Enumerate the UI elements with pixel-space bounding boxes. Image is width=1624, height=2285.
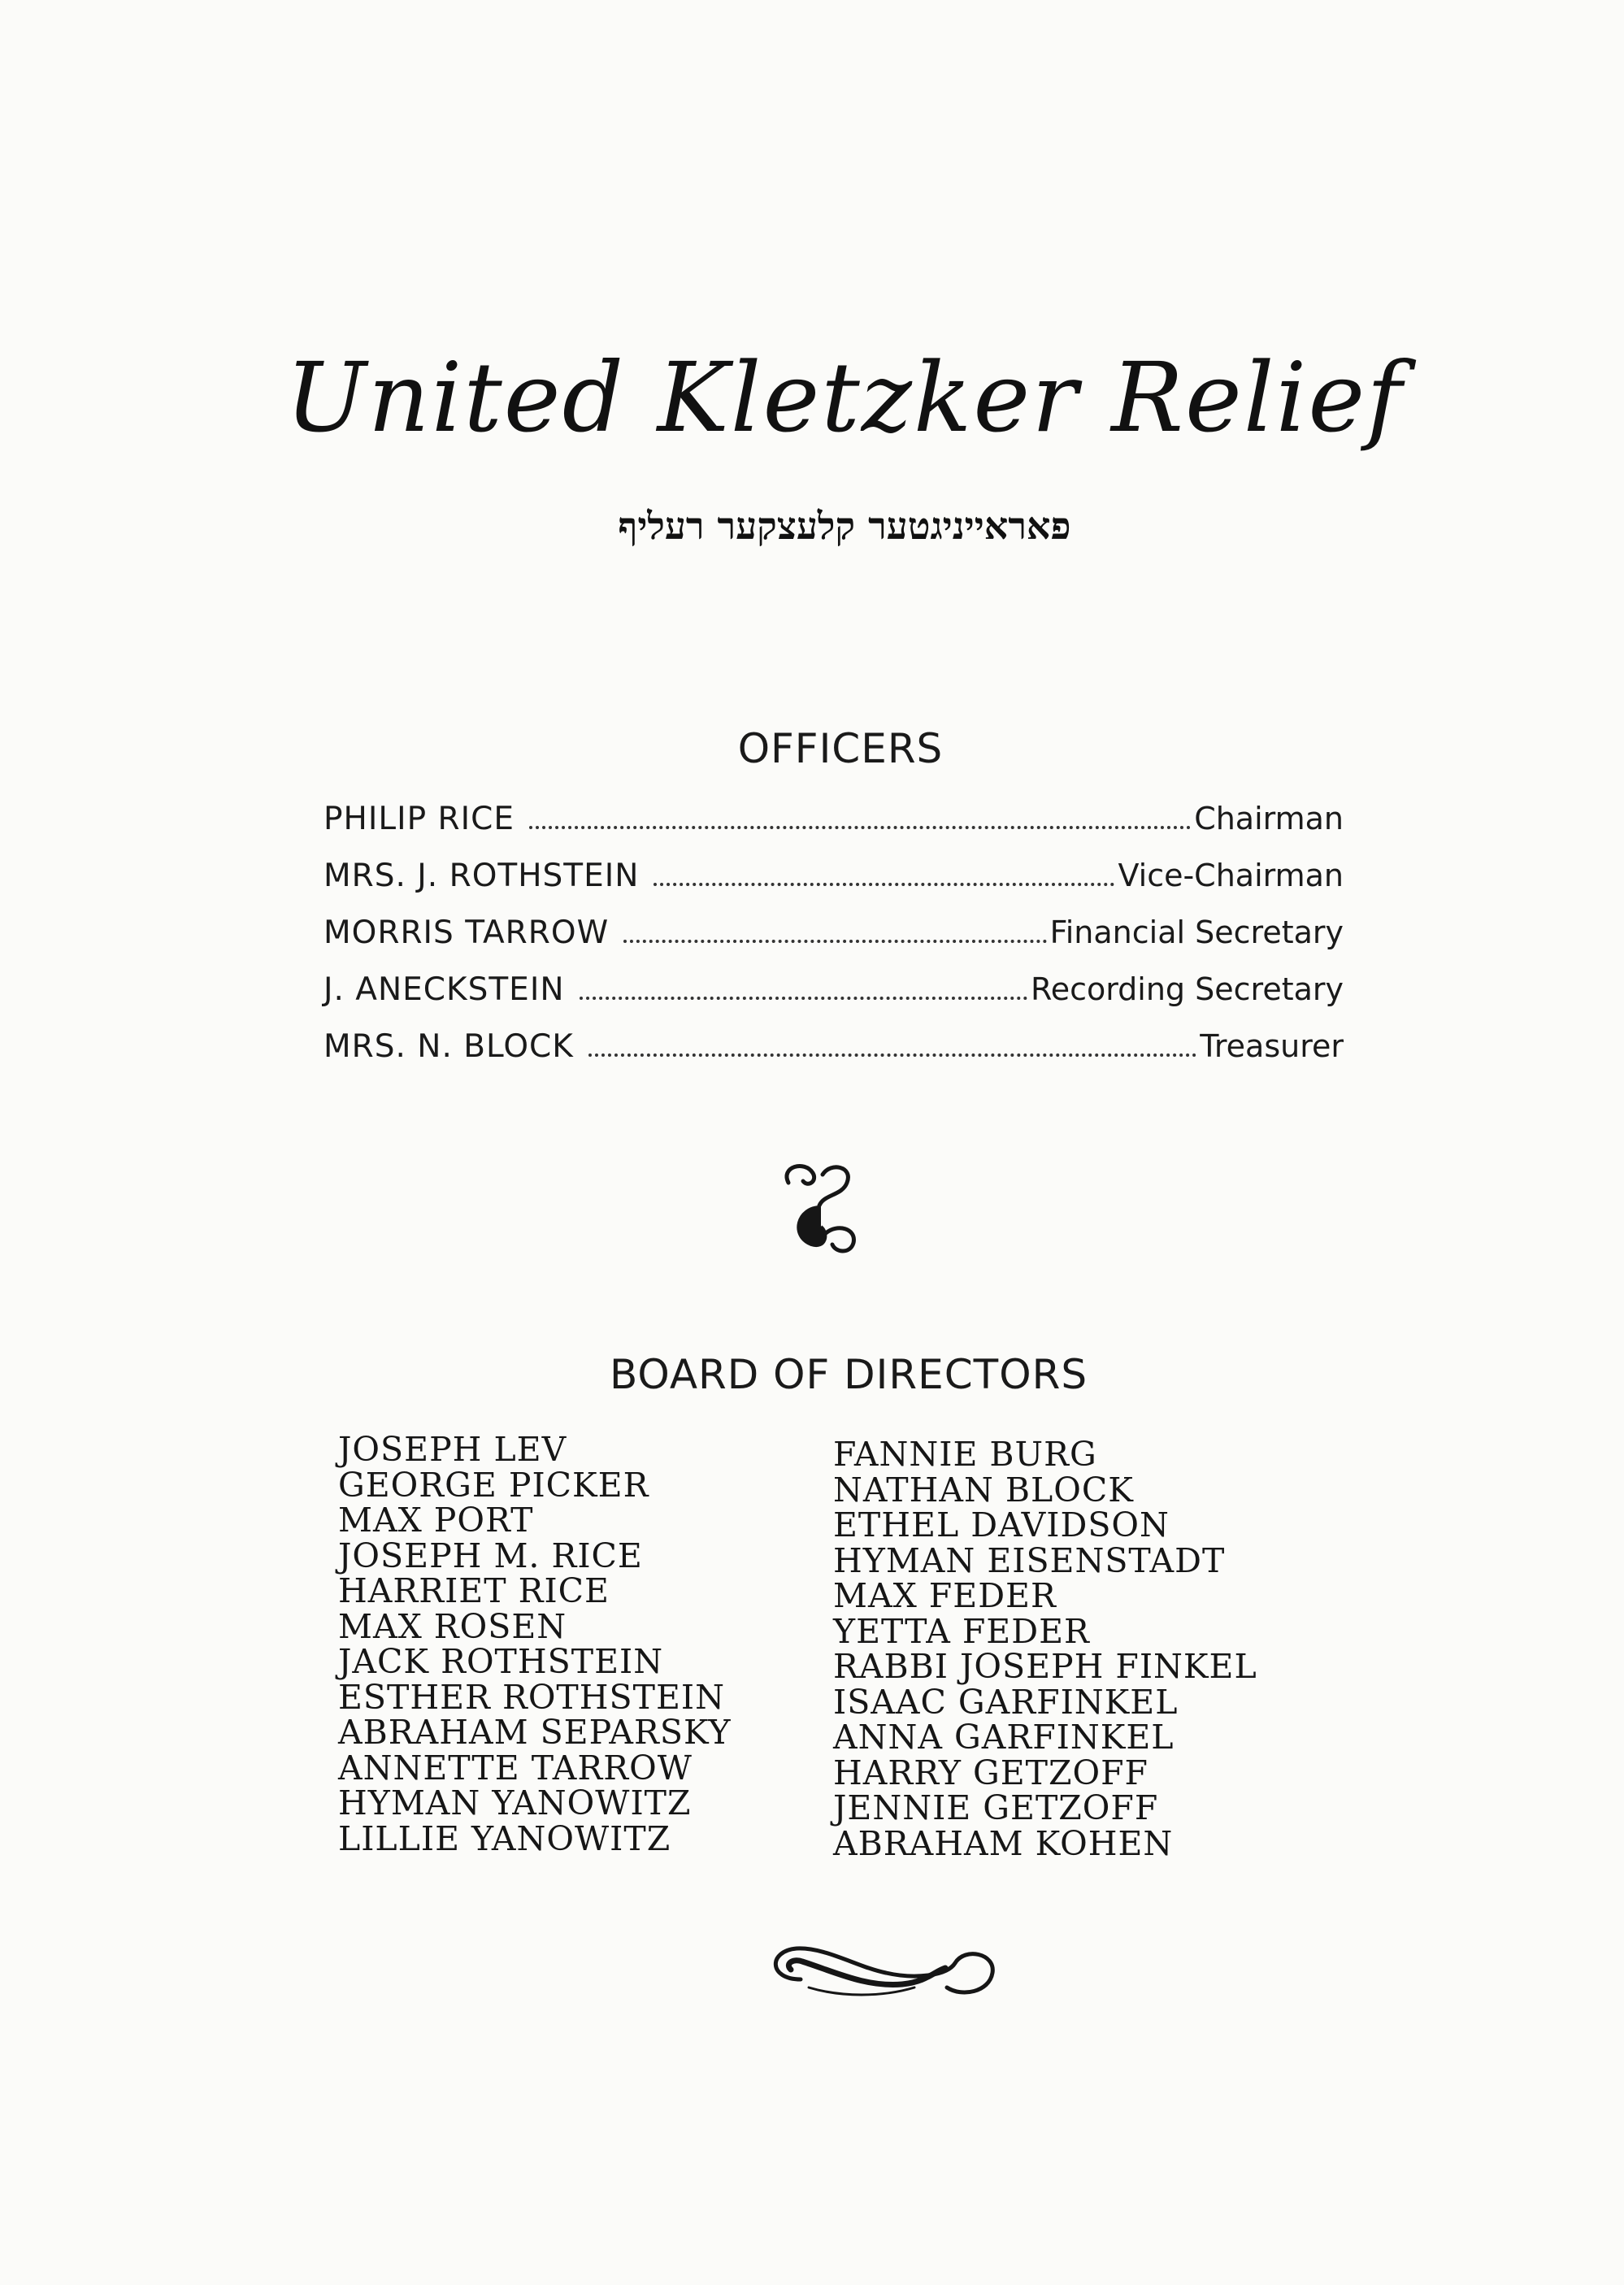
dot-leader <box>580 997 1028 1000</box>
officer-name: MORRIS TARROW <box>323 914 610 951</box>
list-item: HYMAN YANOWITZ <box>338 1783 692 1822</box>
officer-row <box>323 971 1344 1028</box>
officers-list <box>323 801 1344 1085</box>
list-item: YETTA FEDER <box>833 1611 1090 1651</box>
hebrew-subtitle: פאראייניגטער קלעצקער רעליף <box>618 504 1071 548</box>
officer-name: J. ANECKSTEIN <box>323 971 565 1008</box>
list-item: GEORGE PICKER <box>338 1465 649 1505</box>
scroll-flourish-icon <box>752 1922 1004 2012</box>
list-item: HYMAN EISENSTADT <box>833 1540 1226 1580</box>
list-item: LILLIE YANOWITZ <box>338 1818 671 1858</box>
directors-column-left <box>338 1432 732 1857</box>
list-item: NATHAN BLOCK <box>833 1470 1134 1510</box>
list-item: FANNIE BURG <box>833 1435 1097 1474</box>
list-item: ESTHER ROTHSTEIN <box>338 1677 725 1717</box>
officer-name: PHILIP RICE <box>323 801 515 837</box>
directors-column-right <box>833 1437 1257 1861</box>
page-title: United Kletzker Relief <box>285 341 1404 454</box>
list-item: MAX PORT <box>338 1501 534 1540</box>
officer-row <box>323 1028 1344 1085</box>
officer-role: Recording Secretary <box>1031 971 1344 1007</box>
dot-leader <box>529 826 1191 829</box>
list-item: MAX ROSEN <box>338 1606 567 1646</box>
officer-name: MRS. J. ROTHSTEIN <box>323 858 640 894</box>
board-heading: BOARD OF DIRECTORS <box>609 1351 1088 1398</box>
officer-row <box>323 801 1344 858</box>
list-item: JOSEPH M. RICE <box>338 1536 643 1575</box>
list-item: JENNIE GETZOFF <box>833 1788 1159 1827</box>
list-item: JACK ROTHSTEIN <box>338 1642 664 1681</box>
dot-leader <box>588 1053 1196 1057</box>
list-item: JOSEPH LEV <box>338 1430 567 1469</box>
officer-row <box>323 914 1344 971</box>
officer-role: Treasurer <box>1200 1028 1344 1064</box>
list-item: HARRIET RICE <box>338 1571 610 1610</box>
list-item: ABRAHAM KOHEN <box>833 1823 1174 1863</box>
list-item: ISAAC GARFINKEL <box>833 1682 1179 1722</box>
dot-leader <box>623 940 1047 943</box>
officer-role: Financial Secretary <box>1049 914 1344 950</box>
list-item: ANNA GARFINKEL <box>833 1718 1175 1757</box>
list-item: RABBI JOSEPH FINKEL <box>833 1647 1257 1686</box>
flourish-ornament-icon <box>772 1158 870 1264</box>
list-item: ABRAHAM SEPARSKY <box>338 1713 732 1752</box>
list-item: MAX FEDER <box>833 1576 1057 1615</box>
list-item: ANNETTE TARROW <box>338 1748 693 1788</box>
officer-name: MRS. N. BLOCK <box>323 1028 574 1065</box>
officers-heading: OFFICERS <box>737 725 944 772</box>
officer-role: Vice-Chairman <box>1118 858 1344 893</box>
officer-role: Chairman <box>1194 801 1344 836</box>
list-item: ETHEL DAVIDSON <box>833 1505 1170 1544</box>
officer-row <box>323 858 1344 914</box>
list-item: HARRY GETZOFF <box>833 1753 1149 1792</box>
dot-leader <box>654 883 1114 886</box>
